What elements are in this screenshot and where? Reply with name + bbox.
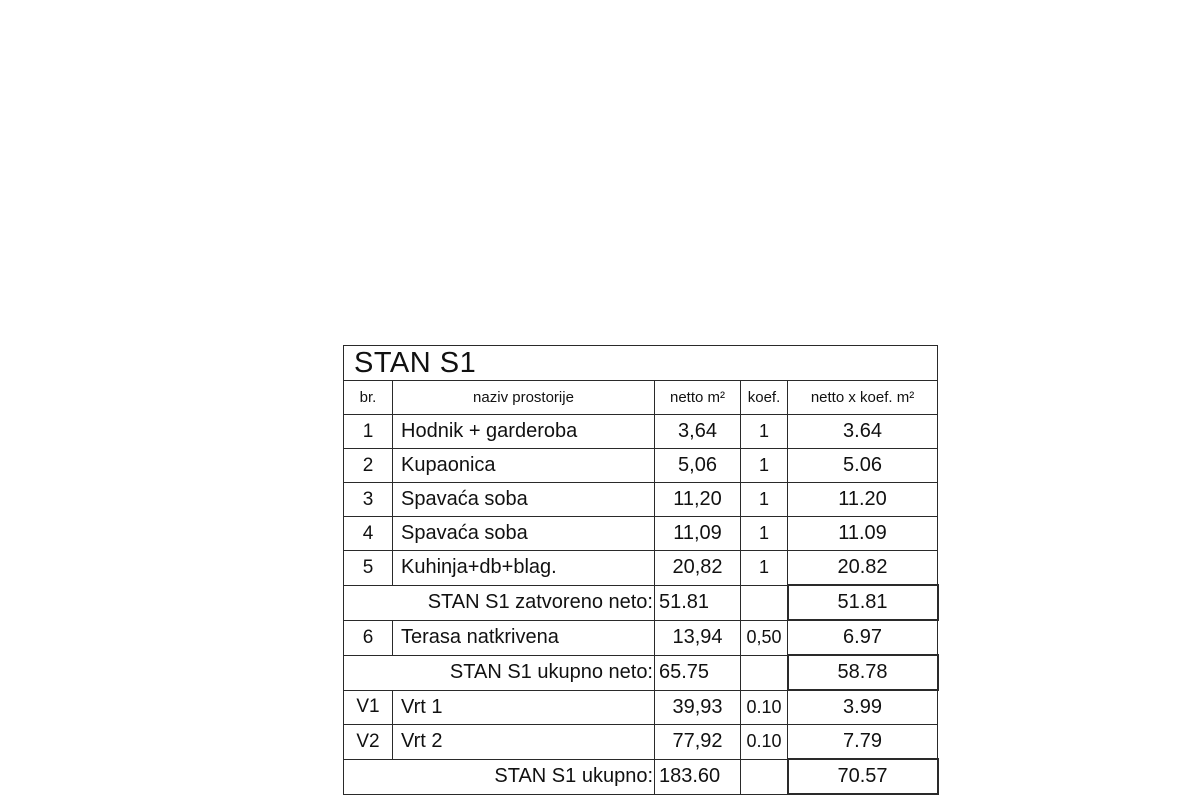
weighted-area: 6.97 bbox=[788, 620, 938, 655]
room-name: Kupaonica bbox=[393, 449, 655, 483]
header-br: br. bbox=[344, 381, 393, 415]
coefficient: 0.10 bbox=[741, 690, 788, 725]
coefficient: 0,50 bbox=[741, 620, 788, 655]
table-row bbox=[344, 551, 938, 586]
weighted-area: 7.79 bbox=[788, 725, 938, 760]
table-row bbox=[344, 415, 938, 449]
subtotal-closed-label: STAN S1 zatvoreno neto: bbox=[344, 585, 655, 620]
table-row bbox=[344, 725, 938, 760]
weighted-area: 3.64 bbox=[788, 415, 938, 449]
table-row bbox=[344, 449, 938, 483]
net-area: 13,94 bbox=[655, 620, 741, 655]
row-number: V2 bbox=[344, 725, 393, 760]
coefficient: 1 bbox=[741, 551, 788, 586]
room-name: Terasa natkrivena bbox=[393, 620, 655, 655]
row-number: 3 bbox=[344, 483, 393, 517]
coefficient: 1 bbox=[741, 483, 788, 517]
subtotal-closed-net: 51.81 bbox=[655, 585, 741, 620]
room-name: Kuhinja+db+blag. bbox=[393, 551, 655, 586]
subtotal-net-label: STAN S1 ukupno neto: bbox=[344, 655, 655, 690]
weighted-area: 11.09 bbox=[788, 517, 938, 551]
empty-cell bbox=[741, 655, 788, 690]
row-number: 6 bbox=[344, 620, 393, 655]
room-name: Hodnik + garderoba bbox=[393, 415, 655, 449]
header-koef: koef. bbox=[741, 381, 788, 415]
grand-total-total: 70.57 bbox=[788, 759, 938, 794]
table-row bbox=[344, 620, 938, 655]
title-row bbox=[344, 346, 938, 381]
subtotal-net-row bbox=[344, 655, 938, 690]
coefficient: 0.10 bbox=[741, 725, 788, 760]
net-area: 39,93 bbox=[655, 690, 741, 725]
row-number: V1 bbox=[344, 690, 393, 725]
net-area: 11,09 bbox=[655, 517, 741, 551]
net-area: 3,64 bbox=[655, 415, 741, 449]
subtotal-closed-row bbox=[344, 585, 938, 620]
room-name: Spavaća soba bbox=[393, 483, 655, 517]
net-area: 5,06 bbox=[655, 449, 741, 483]
table-title: STAN S1 bbox=[344, 346, 938, 381]
weighted-area: 3.99 bbox=[788, 690, 938, 725]
net-area: 77,92 bbox=[655, 725, 741, 760]
net-area: 11,20 bbox=[655, 483, 741, 517]
header-row bbox=[344, 381, 938, 415]
row-number: 2 bbox=[344, 449, 393, 483]
empty-cell bbox=[741, 759, 788, 794]
row-number: 1 bbox=[344, 415, 393, 449]
subtotal-net-net: 65.75 bbox=[655, 655, 741, 690]
room-name: Vrt 2 bbox=[393, 725, 655, 760]
table-row bbox=[344, 483, 938, 517]
coefficient: 1 bbox=[741, 449, 788, 483]
weighted-area: 5.06 bbox=[788, 449, 938, 483]
empty-cell bbox=[741, 585, 788, 620]
area-table-sheet bbox=[343, 345, 937, 795]
coefficient: 1 bbox=[741, 517, 788, 551]
table-row bbox=[344, 517, 938, 551]
header-name: naziv prostorije bbox=[393, 381, 655, 415]
header-net: netto m² bbox=[655, 381, 741, 415]
room-name: Vrt 1 bbox=[393, 690, 655, 725]
row-number: 5 bbox=[344, 551, 393, 586]
grand-total-label: STAN S1 ukupno: bbox=[344, 759, 655, 794]
grand-total-net: 183.60 bbox=[655, 759, 741, 794]
subtotal-closed-total: 51.81 bbox=[788, 585, 938, 620]
weighted-area: 20.82 bbox=[788, 551, 938, 586]
net-area: 20,82 bbox=[655, 551, 741, 586]
header-total: netto x koef. m² bbox=[788, 381, 938, 415]
weighted-area: 11.20 bbox=[788, 483, 938, 517]
subtotal-net-total: 58.78 bbox=[788, 655, 938, 690]
grand-total-row bbox=[344, 759, 938, 794]
table-row bbox=[344, 690, 938, 725]
area-table bbox=[343, 345, 939, 795]
coefficient: 1 bbox=[741, 415, 788, 449]
row-number: 4 bbox=[344, 517, 393, 551]
room-name: Spavaća soba bbox=[393, 517, 655, 551]
